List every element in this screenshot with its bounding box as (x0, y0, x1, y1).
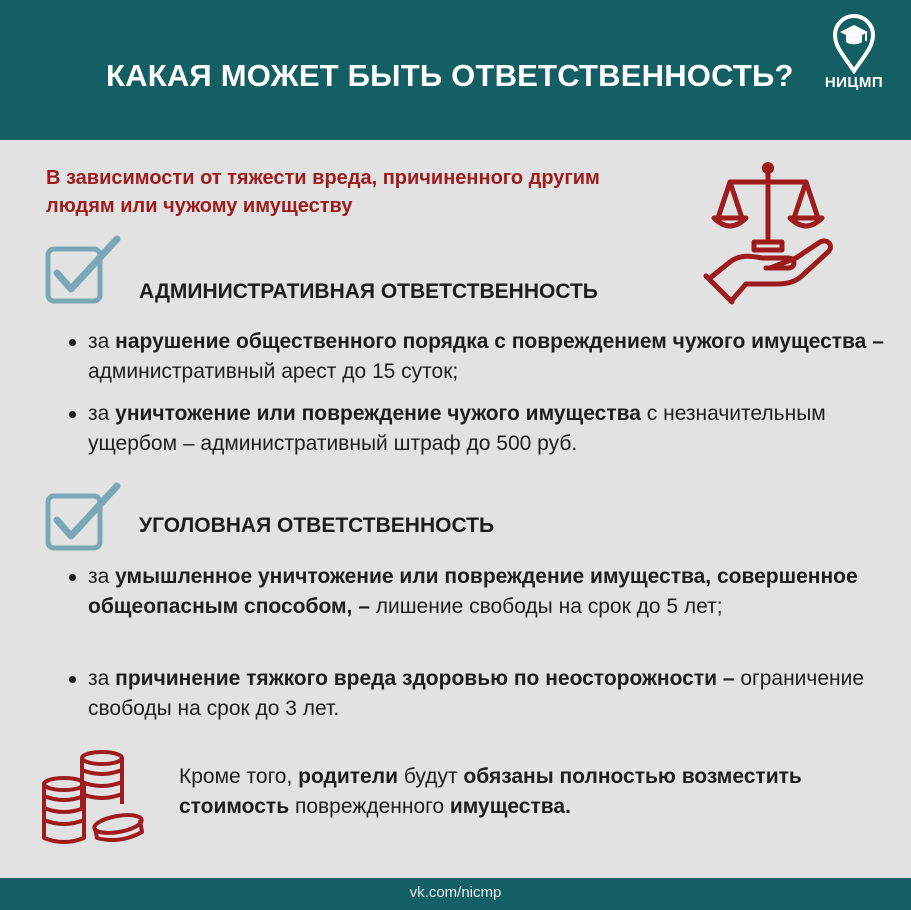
list-item (88, 327, 888, 387)
bullet-bold-text: причинение тяжкого вреда здоровью по неосторожности – (115, 667, 735, 690)
section-title-admin: АДМИНИСТРАТИВНАЯ ОТВЕТСТВЕННОСТЬ (139, 280, 598, 303)
bullet-text: административный арест до 15 суток; (88, 360, 459, 383)
page-title: КАКАЯ МОЖЕТ БЫТЬ ОТВЕТСТВЕННОСТЬ? (106, 58, 794, 93)
checkbox-check-icon (45, 482, 125, 554)
bullet-bold-text: уничтожение или повреждение чужого имущества (115, 402, 641, 425)
coins-icon (42, 750, 152, 850)
bullet-bold-text: умышленное уничтожение или повреждение имущества, совершенное общеопасным способом, – (88, 565, 858, 618)
logo (818, 12, 890, 100)
footer (0, 878, 911, 910)
note-bold-part: обязаны полностью возместить стоимость (179, 765, 802, 818)
note-bold-part: родители (298, 765, 398, 788)
note-bold-part: имущества. (449, 795, 571, 818)
bullet-text: за (88, 402, 116, 425)
header (0, 0, 911, 140)
note-part: поврежденного (289, 795, 450, 818)
logo-text: НИЦМП (824, 74, 884, 91)
subtitle: В зависимости от тяжести вреда, причиненного другим людям или чужому имуществу (46, 167, 600, 217)
checkbox-check-icon (45, 235, 125, 307)
note-part: Кроме того, (179, 765, 299, 788)
bullet-text: за (88, 330, 116, 353)
bullet-bold-text: нарушение общественного порядка с повреждением чужого имущества – (115, 330, 884, 353)
bullet-text: ограничение свободы на срок до 3 лет. (88, 667, 865, 720)
graduation-cap-pin-icon (830, 12, 878, 74)
section-title-criminal: УГОЛОВНАЯ ОТВЕТСТВЕННОСТЬ (139, 514, 495, 537)
list-item (88, 664, 888, 724)
footer-link[interactable]: vk.com/nicmp (409, 884, 502, 901)
bullet-text: за (88, 565, 116, 588)
list-item (88, 399, 888, 459)
bullet-text: за (88, 667, 116, 690)
list-item (88, 562, 888, 622)
note-part: будут (398, 765, 464, 788)
bullet-text: с незначительным ущербом – административный штраф до 500 руб. (88, 402, 826, 455)
note-text (179, 762, 859, 822)
bullet-text: лишение свободы на срок до 5 лет; (369, 595, 723, 618)
scales-hand-icon (700, 160, 840, 310)
